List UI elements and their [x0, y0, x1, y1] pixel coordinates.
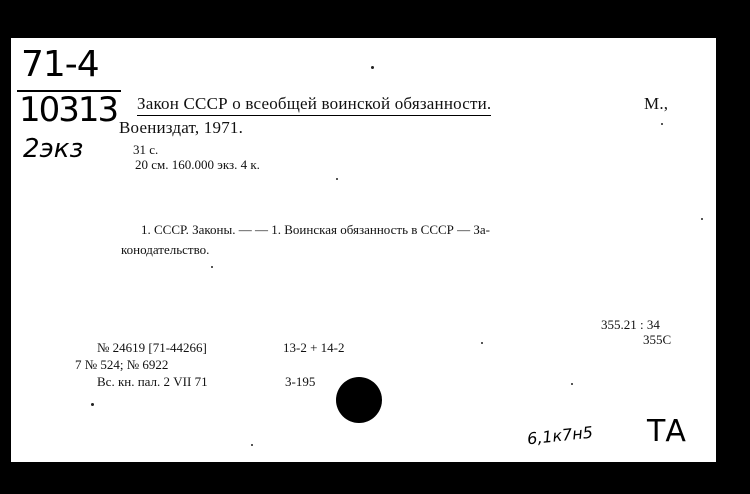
book-chamber-line: Вс. кн. пал. 2 VII 71 [97, 374, 208, 389]
accession-number: № 24619 [71-44266] [97, 340, 207, 355]
speck [91, 403, 94, 406]
speck [336, 178, 338, 180]
classification-index-2: 355С [643, 332, 672, 347]
speck [481, 342, 483, 344]
record-place: М., [644, 94, 669, 113]
record-title: Закон СССР о всеобщей воинской обязанности. [137, 94, 491, 116]
speck [661, 123, 663, 125]
classification-index-1: 355.21 : 34 [601, 317, 660, 332]
subject-headings-line-1: 1. СССР. Законы. — — 1. Воинская обязанность в СССР — За- [141, 222, 491, 237]
handwritten-copies: 2экз [23, 134, 84, 164]
record-format: 20 см. 160.000 экз. 4 к. [135, 157, 260, 172]
handwritten-bottom-note: 6,1к7н5 [526, 422, 594, 449]
accession-code: 13-2 + 14-2 [283, 340, 345, 355]
speck [211, 266, 213, 268]
speck [701, 218, 703, 220]
speck [251, 444, 253, 446]
speck [571, 383, 573, 385]
subject-headings-line-2: конодательство. [121, 242, 210, 257]
handwritten-call-number-bottom: 10313 [19, 90, 118, 130]
list-numbers: 7 № 524; № 6922 [75, 357, 169, 372]
handwritten-corner-code: ТА [647, 414, 686, 449]
order-code: 3-195 [285, 374, 316, 389]
record-publisher: Воениздат, 1971. [119, 118, 244, 137]
punch-hole [336, 377, 382, 423]
handwritten-call-number-top: 71-4 [21, 44, 99, 85]
record-pages: 31 с. [133, 142, 159, 157]
speck [371, 66, 374, 69]
